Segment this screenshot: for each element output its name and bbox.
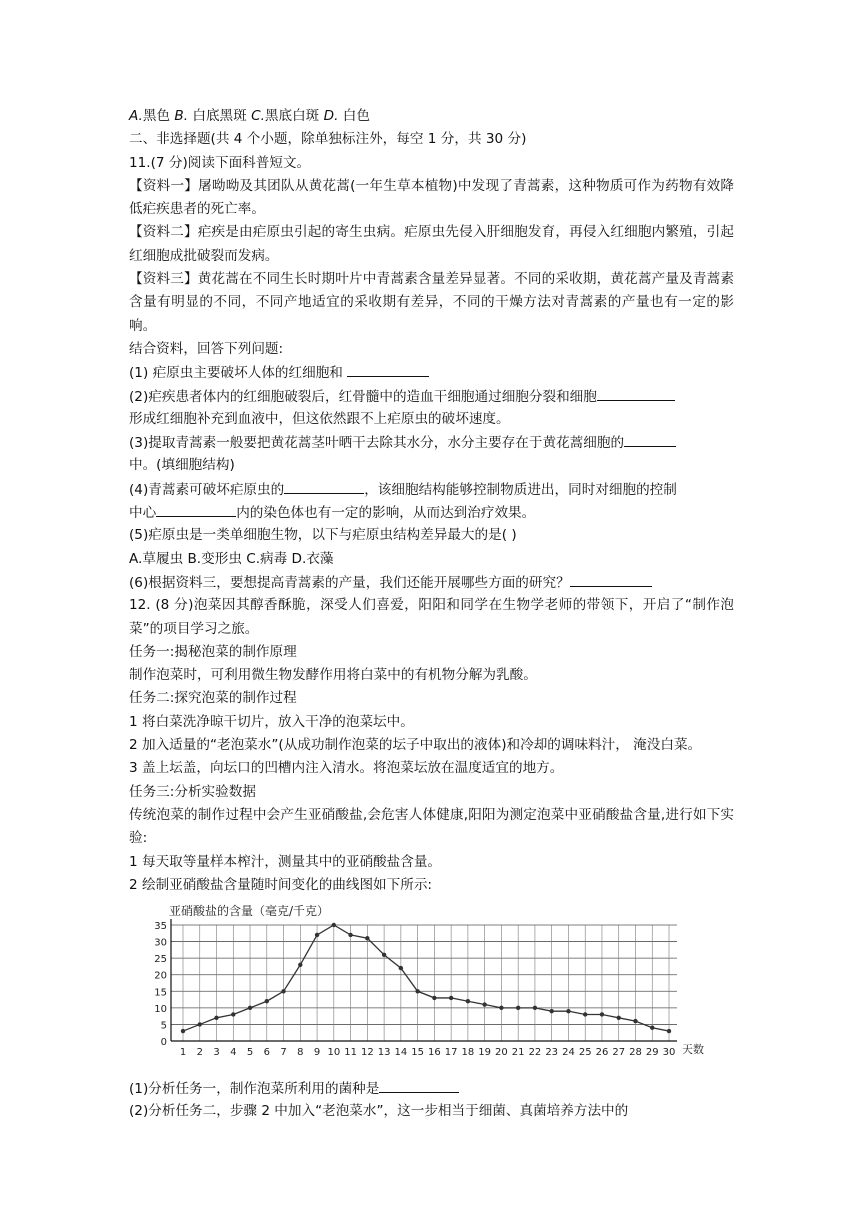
x-tick-label: 21: [511, 1047, 525, 1059]
data-point: [566, 1009, 570, 1013]
x-tick-label: 15: [411, 1047, 424, 1059]
nitrite-line-chart: [129, 901, 729, 1071]
option-c-text: 黑底白斑: [264, 108, 324, 124]
y-tick-label: 25: [154, 954, 167, 966]
x-tick-label: 5: [246, 1047, 254, 1059]
q11-2-text: (2)疟疾患者体内的红细胞破裂后，红骨髓中的造血干细胞通过细胞分裂和细胞: [129, 388, 597, 405]
data-point: [348, 933, 352, 937]
data-point: [399, 966, 403, 970]
y-tick-label: 30: [154, 937, 167, 949]
data-point: [549, 1009, 553, 1013]
y-tick-label: 20: [154, 970, 167, 982]
x-tick-label: 18: [461, 1047, 475, 1059]
x-tick-label: 17: [444, 1047, 458, 1059]
step-3: 3 盖上坛盖，向坛口的凹槽内注入清水。将泡菜坛放在温度适宜的地方。: [129, 760, 564, 777]
data-point: [432, 996, 436, 1000]
data-point: [315, 933, 319, 937]
y-tick-label: 35: [154, 921, 167, 933]
option-b-label: B.: [174, 108, 189, 124]
task-1-text: 制作泡菜时，可利用微生物发酵作用将白菜中的有机物分解为乳酸。: [129, 667, 537, 684]
answer-blank[interactable]: [347, 361, 429, 377]
q11-3: [129, 431, 734, 454]
experiment-step-1: 1 每天取等量样本榨汁，测量其中的亚硝酸盐含量。: [129, 853, 442, 870]
x-tick-label: 22: [528, 1047, 542, 1059]
x-tick-label: 3: [213, 1047, 220, 1059]
section-heading: 二、非选择题(共 4 个小题，除单独标注外，每空 1 分，共 30 分): [129, 131, 527, 148]
x-tick-label: 2: [196, 1047, 203, 1059]
q11-4-text-b: ，该细胞结构能够控制物质进出，同时对细胞的控制: [364, 481, 677, 498]
x-tick-label: 19: [478, 1047, 492, 1059]
x-tick-label: 1: [179, 1047, 187, 1059]
q10-options: [129, 105, 734, 128]
x-tick-label: 14: [394, 1047, 408, 1059]
data-point: [533, 1006, 537, 1010]
data-point: [265, 999, 269, 1003]
q11-4-cont: [129, 501, 734, 524]
y-tick-label: 10: [154, 1003, 167, 1015]
material-1: 【资料一】屠呦呦及其团队从黄花蒿(一年生草本植物)中发现了青蒿素，这种物质可作为药物有效降低疟疾患者的死亡率。: [129, 177, 734, 218]
x-tick-label: 10: [327, 1047, 341, 1059]
option-a-label: A.: [129, 108, 143, 124]
x-tick-label: 8: [297, 1047, 304, 1059]
x-tick-label: 13: [377, 1047, 391, 1059]
q11-3-text: (3)提取青蒿素一般要把黄花蒿茎叶晒干去除其水分，水分主要存在于黄花蒿细胞的: [129, 435, 625, 452]
data-point: [365, 936, 369, 940]
x-tick-label: 29: [645, 1047, 659, 1059]
answer-prompt: 结合资料，回答下列问题:: [129, 340, 284, 357]
document-page: [129, 105, 734, 1124]
answer-blank[interactable]: [624, 431, 676, 447]
y-tick-label: 5: [160, 1020, 167, 1032]
x-tick-label: 25: [578, 1047, 592, 1059]
q11-6-text: (6)根据资料三，要想提高青蒿素的产量，我们还能开展哪些方面的研究？: [129, 574, 570, 591]
q11-6: [129, 571, 734, 594]
q11-4-text-c: 中心: [129, 505, 157, 522]
task-2-title: 任务二:探究泡菜的制作过程: [129, 690, 297, 707]
x-tick-label: 20: [495, 1047, 508, 1059]
option-d-label: D.: [323, 108, 339, 124]
x-tick-label: 24: [562, 1047, 575, 1059]
x-tick-label: 26: [595, 1047, 609, 1059]
chart-title: 亚硝酸盐的含量（毫克/千克）: [169, 904, 330, 919]
data-point: [583, 1012, 587, 1016]
q11-3-cont: 中。(填细胞结构): [129, 457, 235, 474]
q12-1-text: (1)分析任务一，制作泡菜所利用的菌种是: [129, 1081, 380, 1098]
material-3: 【资料三】黄花蒿在不同生长时期叶片中青蒿素含量差异显著。不同的采收期，黄花蒿产量及青蒿素含量有明显的不同，不同产地适宜的采收期有差异，不同的干燥方法对青蒿素的产量也有一定的影响。: [129, 271, 734, 334]
data-point: [499, 1006, 503, 1010]
option-b-text: 白底黑斑: [188, 108, 252, 124]
data-point: [281, 989, 285, 993]
answer-blank[interactable]: [379, 1077, 459, 1093]
x-tick-label: 4: [230, 1047, 237, 1059]
q12-1: [129, 1077, 734, 1100]
x-tick-label: 30: [662, 1047, 676, 1059]
step-1: 1 将白菜洗净晾干切片，放入干净的泡菜坛中。: [129, 713, 414, 730]
q12-2: (2)分析任务二，步骤 2 中加入“老泡菜水”，这一步相当于细菌、真菌培养方法中的: [129, 1103, 629, 1120]
q11-1-text: (1) 疟原虫主要破坏人体的红细胞和: [129, 365, 348, 382]
q11-4-text-d: 内的染色体也有一定的影响，从而达到治疗效果。: [236, 505, 536, 522]
x-tick-label: 7: [280, 1047, 287, 1059]
answer-blank[interactable]: [570, 571, 652, 587]
task-1-title: 任务一:揭秘泡菜的制作原理: [129, 643, 297, 660]
answer-blank[interactable]: [597, 385, 675, 401]
x-tick-label: 6: [263, 1047, 270, 1059]
data-point: [650, 1026, 654, 1030]
data-point: [466, 999, 470, 1003]
data-point: [231, 1012, 235, 1016]
q11-4: [129, 478, 734, 501]
q11-1: [129, 361, 734, 384]
data-point: [617, 1016, 621, 1020]
x-tick-label: 11: [344, 1047, 357, 1059]
task-3-title: 任务三:分析实验数据: [129, 783, 256, 800]
q11-5: (5)疟原虫是一类单细胞生物，以下与疟原虫结构差异最大的是( ): [129, 527, 517, 544]
q11-2-cont: 形成红细胞补充到血液中，但这依然跟不上疟原虫的破坏速度。: [129, 410, 510, 427]
nitrite-chart: [129, 901, 734, 1071]
x-axis-label: 天数: [682, 1043, 704, 1057]
data-point: [482, 1002, 486, 1006]
question-11-heading: 11.(7 分)阅读下面科普短文。: [129, 154, 311, 171]
experiment-step-2: 2 绘制亚硝酸盐含量随时间变化的曲线图如下所示:: [129, 876, 433, 893]
y-tick-label: 0: [160, 1037, 167, 1049]
data-point: [181, 1029, 185, 1033]
series-line: [183, 925, 669, 1031]
data-point: [248, 1006, 252, 1010]
q11-5-options: A.草履虫 B.变形虫 C.病毒 D.衣藻: [129, 550, 334, 567]
data-point: [600, 1012, 604, 1016]
q11-4-text: (4)青蒿素可破坏疟原虫的: [129, 481, 285, 498]
data-point: [415, 989, 419, 993]
x-tick-label: 23: [545, 1047, 559, 1059]
q11-2: [129, 385, 734, 408]
data-point: [449, 996, 453, 1000]
question-12-heading: 12. (8 分)泡菜因其醇香酥脆，深受人们喜爱，阳阳和同学在生物学老师的带领下，开启了“制作泡菜”的项目学习之旅。: [129, 597, 734, 637]
data-point: [298, 963, 302, 967]
data-point: [198, 1022, 202, 1026]
material-2: 【资料二】疟疾是由疟原虫引起的寄生虫病。疟原虫先侵入肝细胞发育，再侵入红细胞内繁殖，引起红细胞成批破裂而发病。: [129, 224, 734, 264]
x-tick-label: 27: [612, 1047, 626, 1059]
data-point: [382, 953, 386, 957]
x-tick-label: 16: [428, 1047, 441, 1059]
x-tick-label: 9: [313, 1047, 321, 1059]
data-point: [332, 923, 336, 927]
task-3-text: 传统泡菜的制作过程中会产生亚硝酸盐,会危害人体健康,阳阳为测定泡菜中亚硝酸盐含量,进行如下实验:: [129, 806, 734, 847]
data-point: [214, 1016, 218, 1020]
y-tick-label: 15: [154, 987, 167, 999]
data-point: [667, 1029, 671, 1033]
answer-blank[interactable]: [284, 478, 364, 494]
x-tick-label: 12: [360, 1047, 374, 1059]
option-d-text: 白色: [338, 108, 370, 124]
x-tick-label: 28: [629, 1047, 642, 1059]
option-a-text: 黑色: [142, 108, 175, 124]
data-point: [633, 1019, 637, 1023]
step-2: 2 加入适量的“老泡菜水”(从成功制作泡菜的坛子中取出的液体)和冷却的调味料汁， 淹没白菜。: [129, 737, 702, 754]
answer-blank[interactable]: [156, 501, 236, 517]
option-c-label: C.: [251, 108, 265, 124]
data-point: [516, 1006, 520, 1010]
